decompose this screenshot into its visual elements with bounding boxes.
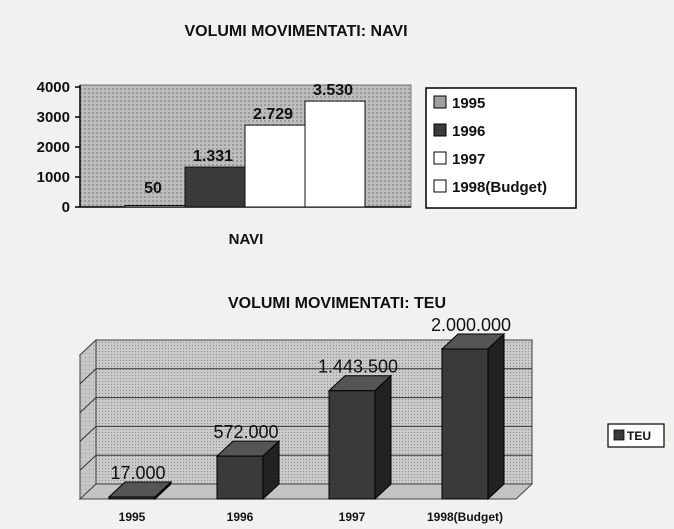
navi-legend bbox=[426, 88, 576, 208]
teu-bar-1997 bbox=[329, 376, 391, 499]
teu-bar-front bbox=[217, 456, 263, 499]
navi-legend-label: 1997 bbox=[452, 151, 486, 168]
navi-bar-1998-budget- bbox=[305, 101, 365, 207]
teu-x-tick-label: 1996 bbox=[226, 510, 254, 524]
navi-legend-label: 1995 bbox=[452, 95, 486, 112]
navi-bar-1995 bbox=[125, 206, 185, 208]
navi-data-label: 50 bbox=[144, 180, 162, 197]
navi-data-label: 2.729 bbox=[252, 106, 294, 124]
navi-chart-title: VOLUMI MOVIMENTATI: NAVI bbox=[184, 23, 408, 40]
navi-data-label: 3.530 bbox=[312, 82, 354, 100]
navi-bar-1996 bbox=[185, 167, 245, 207]
navi-y-tick-label: 1000 bbox=[36, 169, 70, 186]
navi-y-tick-label: 4000 bbox=[36, 79, 70, 96]
teu-data-label: 572.000 bbox=[213, 422, 279, 443]
navi-chart bbox=[37, 23, 576, 248]
teu-bar-side bbox=[488, 334, 504, 499]
navi-legend-swatch bbox=[434, 124, 446, 136]
navi-legend-swatch bbox=[434, 152, 446, 164]
navi-y-tick-label: 2000 bbox=[36, 139, 70, 156]
teu-bar-side bbox=[375, 376, 391, 499]
teu-bar-front bbox=[109, 497, 155, 499]
navi-legend-label: 1998(Budget) bbox=[452, 179, 548, 196]
teu-chart bbox=[80, 295, 664, 524]
teu-x-tick-label: 1997 bbox=[338, 510, 366, 524]
teu-data-label: 2.000.000 bbox=[430, 315, 512, 335]
teu-side-wall bbox=[80, 340, 96, 499]
teu-x-tick-label: 1995 bbox=[118, 510, 146, 524]
teu-legend-label: TEU bbox=[627, 429, 651, 443]
teu-bar-front bbox=[442, 349, 488, 499]
teu-bar-1996 bbox=[217, 441, 279, 499]
navi-y-tick-label: 0 bbox=[61, 199, 70, 216]
teu-bar-1998-budget- bbox=[442, 334, 504, 499]
teu-data-label: 1.443.500 bbox=[317, 356, 399, 377]
teu-chart-title: VOLUMI MOVIMENTATI: TEU bbox=[227, 295, 447, 312]
teu-legend-swatch bbox=[614, 430, 624, 440]
teu-bar-front bbox=[329, 391, 375, 499]
navi-legend-swatch bbox=[434, 180, 446, 192]
navi-legend-label: 1996 bbox=[452, 123, 486, 140]
teu-legend bbox=[608, 424, 664, 447]
navi-bar-1997 bbox=[245, 125, 305, 207]
teu-x-tick-label: 1998(Budget) bbox=[426, 510, 504, 524]
navi-legend-swatch bbox=[434, 96, 446, 108]
navi-x-axis-label: NAVI bbox=[228, 231, 264, 248]
teu-data-label: 17.000 bbox=[110, 463, 166, 483]
navi-y-tick-label: 3000 bbox=[36, 109, 70, 126]
navi-data-label: 1.331 bbox=[192, 148, 234, 166]
